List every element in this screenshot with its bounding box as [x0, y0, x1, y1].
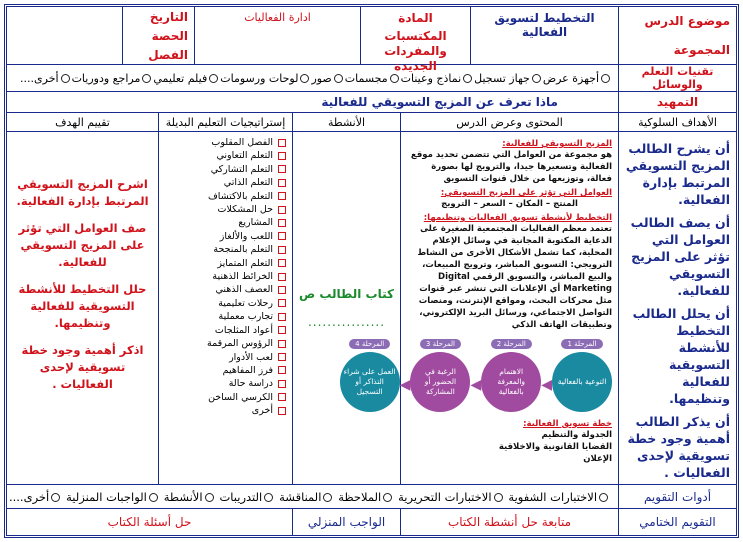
checkbox-icon	[278, 299, 286, 307]
checkbox-icon	[278, 286, 286, 294]
radio-icon	[463, 74, 472, 83]
strategy-item[interactable]: رحلات تعليمية	[159, 297, 286, 310]
col-activities-header: الأنشطة	[292, 113, 400, 131]
strategy-item[interactable]: لعب الأدوار	[159, 351, 286, 364]
content-paragraph: الإعلان	[583, 454, 612, 464]
assessment-option[interactable]: الأنشطة	[164, 490, 216, 504]
intro-label-cell	[618, 92, 736, 112]
stage-4: المرحلة 4 العمل على شراء التذاكر أو التسجيل	[340, 339, 400, 412]
topic-group-labels	[618, 7, 736, 64]
date-values-cell	[7, 7, 122, 64]
strategy-item[interactable]: التعلم المتمايز	[159, 257, 286, 270]
col-evaluation-header: تقييم الهدف	[55, 115, 110, 129]
strategy-item[interactable]: المشاريع	[159, 216, 286, 229]
strategy-item[interactable]: حل المشكلات	[159, 203, 286, 216]
col-content-header: المحتوى وعرض الدرس	[400, 113, 618, 131]
content-heading: التخطيط لأنشطة تسويق الفعاليات وتنظيمها:	[423, 213, 612, 223]
checkbox-icon	[278, 152, 286, 160]
radio-icon	[334, 74, 343, 83]
evaluation-item: اذكر أهمية وجود خطة تسويقية لإحدى الفعاليات .	[21, 343, 144, 391]
assessment-option[interactable]: الاختبارات التحريرية	[398, 490, 504, 504]
strategy-item[interactable]: العصف الذهني	[159, 283, 286, 296]
radio-icon	[390, 74, 399, 83]
intro-value: ماذا تعرف عن المزيج التسويقي للفعالية	[321, 95, 558, 109]
col-strategies-header: إستراتيجيات التعليم البديلة	[158, 113, 292, 131]
topic-value: التخطيط لتسويق الفعالية	[494, 11, 595, 39]
strategy-item[interactable]: أخرى	[159, 404, 286, 417]
checkbox-icon	[278, 393, 286, 401]
tool-option[interactable]: صور	[311, 72, 344, 85]
checkbox-icon	[278, 139, 286, 147]
objective-item: أن يذكر الطالب أهمية وجود خطة تسويقية لإحدى الفعاليات .	[627, 414, 730, 480]
strategy-item[interactable]: التعلم التعاوني	[159, 149, 286, 162]
radio-icon	[300, 74, 309, 83]
strategy-item[interactable]: تجارب معملية	[159, 310, 286, 323]
subject-value-cell	[194, 7, 360, 64]
tool-option[interactable]: مجسمات	[345, 72, 401, 85]
tool-option[interactable]: أجهزة عرض	[543, 72, 612, 85]
activity-dots: ................	[307, 315, 386, 329]
radio-icon	[264, 493, 273, 502]
radio-icon	[149, 493, 158, 502]
tool-option[interactable]: مراجع ودوريات	[72, 72, 154, 85]
checkbox-icon	[278, 219, 286, 227]
checkbox-icon	[278, 206, 286, 214]
radio-icon	[51, 493, 60, 502]
date-period-class-labels	[122, 7, 194, 64]
checkbox-icon	[278, 179, 286, 187]
columns-header-row	[7, 113, 736, 132]
radio-icon	[323, 493, 332, 502]
tools-row	[7, 65, 736, 92]
objective-item: أن يحلل الطالب التخطيط للأنشطة التسويقية للفعالية وتنظيمها.	[632, 306, 730, 406]
checkbox-icon	[278, 353, 286, 361]
assessment-option[interactable]: الاختبارات الشفوية	[508, 490, 610, 504]
radio-icon	[61, 74, 70, 83]
tools-label-cell	[618, 65, 736, 91]
assessment-row	[7, 485, 736, 509]
radio-icon	[205, 493, 214, 502]
strategy-item[interactable]: الخرائط الذهنية	[159, 270, 286, 283]
strategy-item[interactable]: دراسة حالة	[159, 377, 286, 390]
tool-option[interactable]: أخرى....	[20, 72, 72, 85]
checkbox-icon	[278, 165, 286, 173]
strategy-item[interactable]: التعلم الذاتي	[159, 176, 286, 189]
strategy-item[interactable]: الرؤوس المرقمة	[159, 337, 286, 350]
book-questions-cell	[7, 509, 292, 535]
tools-label: تقنيات التعلم والوسائل	[641, 65, 714, 91]
strategy-item[interactable]: التعلم بالاكتشاف	[159, 190, 286, 203]
checkbox-icon	[278, 246, 286, 254]
content-paragraph: تعتمد معظم الفعاليات المجتمعية الصغيرة على الدعاية المكتوبة المجانية في وسائل الإعلام المحلية، كما تشمل الأشكال الأخرى من النشاط الترويجي: التسويق المباشر، وترويج المبيعات، والبيع المباشر، والتسويق الرقمي Digital Marketing أي الإعلانات التي تنشر عبر قنوات مثل محركات البحث، ومواقع الإنترنت، ومنصات التواصل الاجتماعي، ورسائل البريد الإلكتروني، وتطبيقات الهاتف الذكي	[417, 224, 612, 330]
tools-options	[7, 65, 618, 91]
strategy-item[interactable]: الفصل المقلوب	[159, 136, 286, 149]
stage-1: المرحلة 1 التوعية بالفعالية	[552, 339, 612, 412]
objectives-cell	[618, 132, 736, 484]
strategies-list	[159, 132, 292, 418]
stage-2: المرحلة 2 الاهتمام والمعرفة بالفعالية	[481, 339, 541, 412]
content-paragraph: هو مجموعة من العوامل التي تتضمن تحديد موقع الفعالية وتسعيرها جيدا، والترويج لها بصورة فعالة، وتوزيعها من خلال قنوات التسويق	[410, 150, 612, 184]
activity-label: كتاب الطالب ص	[299, 287, 394, 301]
assessment-label: أدوات التقويم	[643, 489, 712, 504]
checkbox-icon	[278, 259, 286, 267]
tool-option[interactable]: جهاز تسجيل	[474, 72, 543, 85]
radio-icon	[209, 74, 218, 83]
radio-icon	[383, 493, 392, 502]
radio-icon	[494, 493, 503, 502]
period-label: الحصة	[151, 28, 188, 43]
content-heading: خطة تسويق الفعالية:	[523, 419, 612, 429]
checkbox-icon	[278, 273, 286, 281]
content-paragraph: المنتج – المكان – السعر – الترويج	[441, 199, 578, 209]
subject-label: المادة	[398, 11, 433, 25]
follow-up-cell	[400, 509, 618, 535]
tool-option[interactable]: فيلم تعليمي	[153, 72, 220, 85]
strategy-item[interactable]: اللعب والألغاز	[159, 230, 286, 243]
objective-item: أن يصف الطالب العوامل التي تؤثر على المزيج التسويقي للفعالية.	[630, 215, 730, 298]
arrow-left-icon: ◀	[541, 376, 552, 393]
checkbox-icon	[278, 380, 286, 388]
marketing-stages-diagram	[343, 339, 612, 412]
content-paragraph: الجدولة والتنظيم	[541, 430, 612, 440]
evaluation-item: حلل التخطيط للأنشطة التسويقية للفعالية وتنظيمها.	[18, 282, 147, 330]
col-objectives-header: الأهداف السلوكية	[618, 113, 736, 131]
assessment-option[interactable]: الملاحظة	[338, 490, 394, 504]
strategy-item[interactable]: التعلم بالمنجحة	[159, 243, 286, 256]
follow-up-value: متابعة حل أنشطة الكتاب	[447, 515, 572, 529]
activities-cell	[292, 132, 400, 484]
closing-row	[7, 509, 736, 535]
objective-item: أن يشرح الطالب المزيج التسويقي المرتبط بإدارة الفعالية.	[625, 141, 730, 207]
strategy-item[interactable]: فرز المفاهيم	[159, 364, 286, 377]
content-heading: المزيج التسويقي للفعالية:	[502, 139, 612, 149]
date-label: التاريخ	[149, 9, 188, 24]
topic-value-cell	[470, 7, 618, 64]
assessment-options	[7, 485, 618, 508]
assessment-label-cell	[618, 485, 736, 508]
closing-label: التقويم الختامي	[639, 515, 716, 529]
arrow-left-icon: ◀	[470, 376, 482, 393]
checkbox-icon	[278, 192, 286, 200]
assessment-option[interactable]: أخرى....	[9, 490, 62, 504]
tool-option[interactable]: لوحات ورسومات	[220, 72, 311, 85]
stage-3: المرحلة 3 الرغبة في الحضور أو المشاركة	[410, 339, 470, 412]
evaluation-cell	[7, 132, 158, 484]
radio-icon	[599, 493, 608, 502]
evaluation-item: صف العوامل التي تؤثر على المزيج التسويقي للفعالية.	[18, 221, 147, 269]
content-paragraph: القضايا القانونية والاخلاقية	[498, 442, 612, 452]
evaluation-item: اشرح المزيج التسويقي المرتبط بإدارة الفعالية.	[16, 177, 149, 208]
homework-label-cell	[292, 509, 400, 535]
checkbox-icon	[278, 407, 286, 415]
assessment-option[interactable]: المناقشة	[279, 490, 334, 504]
intro-value-cell	[7, 92, 618, 112]
header-row	[7, 7, 736, 73]
book-questions-value: حل أسئلة الكتاب	[107, 515, 192, 529]
homework-label: الواجب المنزلي	[307, 515, 386, 529]
checkbox-icon	[278, 326, 286, 334]
main-body-row	[7, 132, 736, 485]
checkbox-icon	[278, 340, 286, 348]
strategy-item[interactable]: التعلم التشاركي	[159, 163, 286, 176]
arrow-left-icon: ◀	[399, 376, 411, 393]
intro-label: التمهيد	[656, 95, 699, 109]
class-label: الفصل	[148, 47, 188, 62]
checkbox-icon	[278, 366, 286, 374]
strategy-item[interactable]: أعواد المثلجات	[159, 324, 286, 337]
checkbox-icon	[278, 313, 286, 321]
concepts-label: المكتسبات والمفردات الجديدة	[384, 29, 447, 73]
radio-icon	[532, 74, 541, 83]
lesson-plan-frame	[4, 4, 739, 538]
tool-option[interactable]: نماذج وعينات	[401, 72, 475, 85]
strategies-cell	[158, 132, 292, 484]
subject-concepts-cell	[360, 7, 470, 73]
radio-icon	[601, 74, 610, 83]
closing-label-cell	[618, 509, 736, 535]
subject-value: ادارة الفعاليات	[244, 11, 311, 24]
assessment-option[interactable]: التدريبات	[219, 490, 275, 504]
checkbox-icon	[278, 232, 286, 240]
content-heading: العوامل التي تؤثر على المزيج التسويقي:	[440, 188, 612, 198]
intro-row	[7, 92, 736, 113]
strategy-item[interactable]: الكرسي الساخن	[159, 391, 286, 404]
group-label: المجموعة	[673, 42, 730, 57]
assessment-option[interactable]: الواجبات المنزلية	[66, 490, 160, 504]
topic-label: موضوع الدرس	[644, 14, 730, 29]
radio-icon	[142, 74, 151, 83]
